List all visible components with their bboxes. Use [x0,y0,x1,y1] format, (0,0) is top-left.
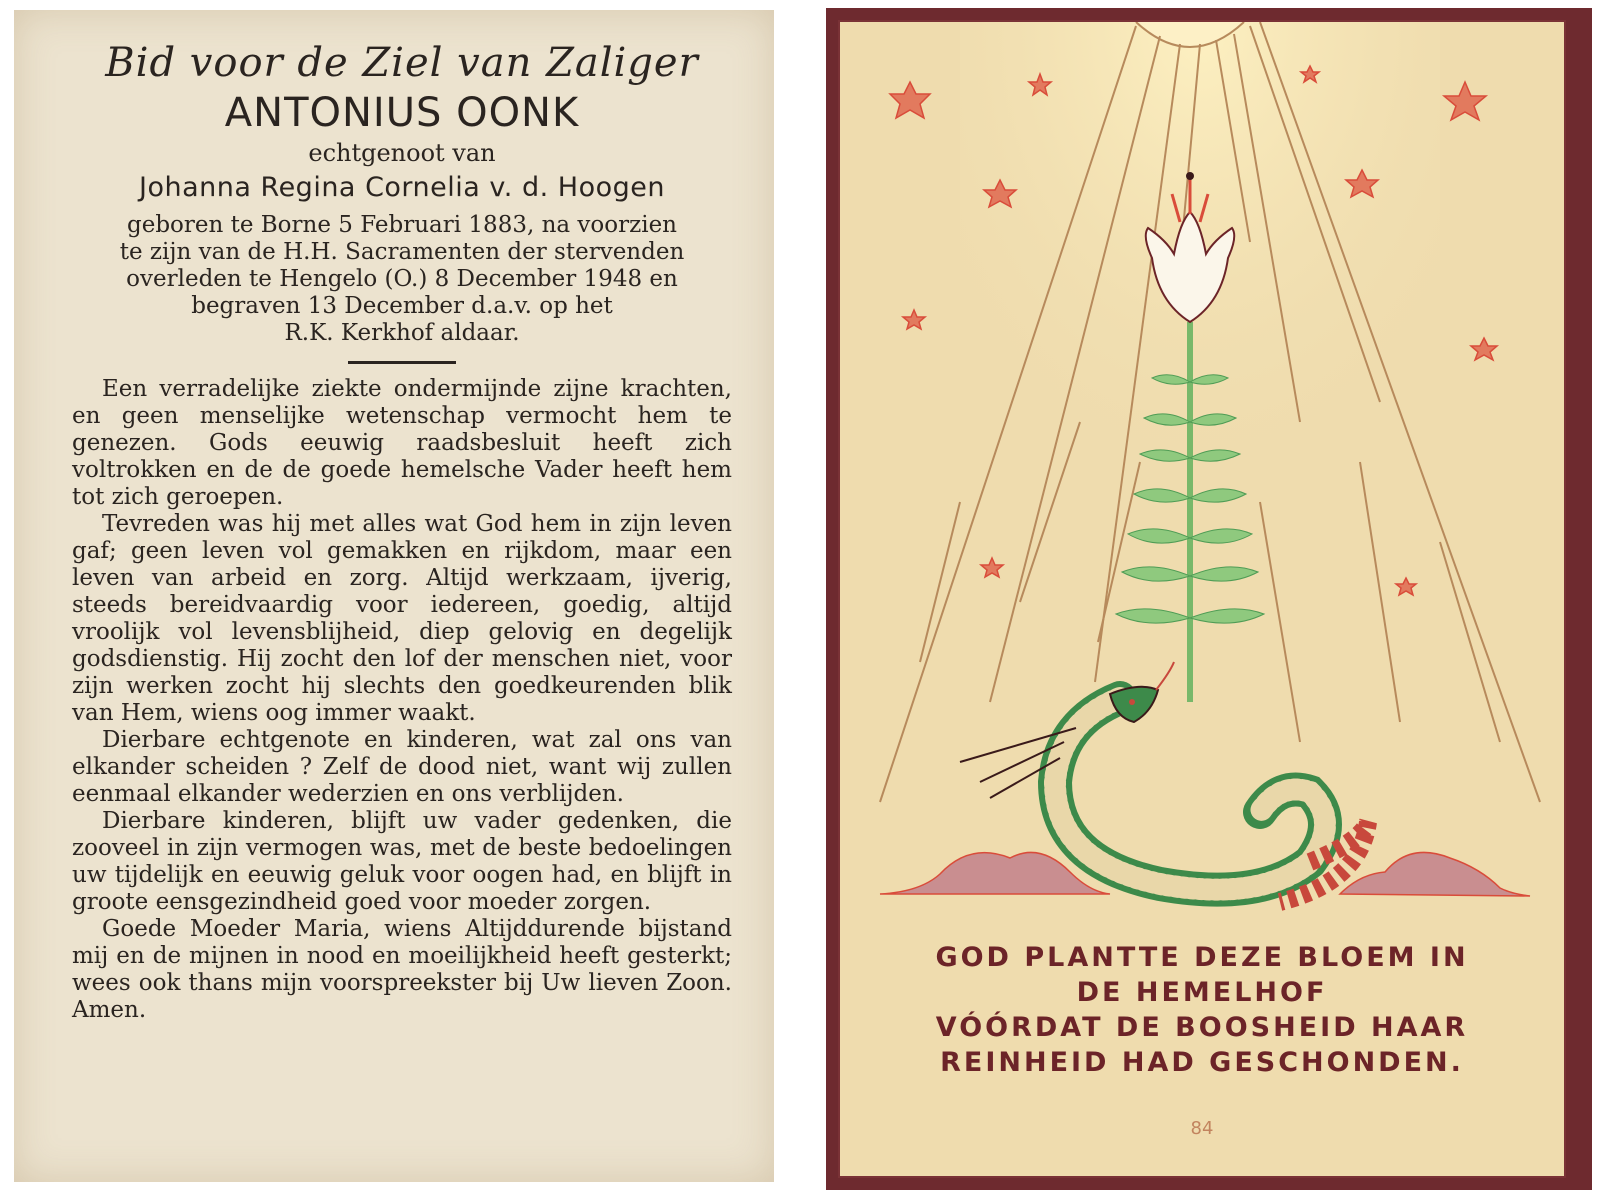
life-details [72,212,732,347]
star-icon [890,82,930,118]
card-number: 84 [1190,1118,1214,1139]
life-details-line: overleden te Hengelo (O.) 8 December 1948 en [126,266,678,292]
illustration-panel [838,20,1566,1178]
cloud-icon [1340,852,1530,896]
paragraph: Tevreden was hij met alles wat God hem in zijn leven gaf; geen leven vol gemakken en rijkdom, maar een leven van arbeid en zorg. Altijd werkzaam, ijverig, steeds bereidvaardig voor iedereen, goedig, altijd vroolijk vol levensblijheid, diep gelovig en degelijk godsdienstig. Hij zocht den lof der menschen niet, voor zijn werken zocht hij slechts den goedkeurenden blik van Hem, wiens oog immer waakt. [72,511,732,726]
paragraph: Dierbare echtgenote en kinderen, wat zal ons van elkander scheiden ? Zelf de dood niet, want wij zullen eenmaal elkander wederzien en ons verblijden. [72,727,732,807]
caption-line: REINHEID HAD GESCHONDEN. [940,1047,1464,1078]
life-details-line: R.K. Kerkhof aldaar. [284,320,520,346]
caption-line: DE HEMELHOF [1076,977,1328,1008]
star-icon [1471,338,1497,360]
star-icon [903,310,925,329]
memorial-card-image-side [826,8,1592,1190]
caption [840,940,1564,1080]
paragraph: Dierbare kinderen, blijft uw vader gedenken, die zooveel in zijn vermogen was, met de beste bedoelingen uw tijdelijk en eeuwig geluk voor oogen had, en blijft in groote eensgezindheid goed voor moeder zorgen. [72,808,732,915]
life-details-line: te zijn van de H.H. Sacramenten der stervenden [119,239,685,265]
card-text-block [72,38,732,1024]
life-details-line: geboren te Borne 5 Februari 1883, na voorzien [126,212,677,238]
life-details-line: begraven 13 December d.a.v. op het [191,293,613,319]
deceased-name: ANTONIUS OONK [224,90,580,136]
paragraph: Een verradelijke ziekte ondermijnde zijne krachten, en geen menselijke wetenschap vermocht hem te genezen. Gods eeuwig raadsbesluit heeft zich voltrokken en de de goede hemelsche Vader heeft hem tot zich geroepen. [72,376,732,510]
caption-line: GOD PLANTTE DEZE BLOEM IN [935,942,1469,973]
spouse-name: Johanna Regina Cornelia v. d. Hoogen [139,172,665,203]
divider-rule [348,361,456,364]
prayer-heading: Bid voor de Ziel van Zaliger [105,40,699,86]
spouse-intro: echtgenoot van [308,139,496,167]
paragraph: Goede Moeder Maria, wiens Altijddurende bijstand mij en de mijnen in nood en moeilijkheid heeft gesterkt; wees ook thans mijn voorspreekster bij Uw lieven Zoon. Amen. [72,916,732,1023]
star-icon [1444,82,1486,120]
memorial-card-text-side [14,10,774,1182]
caption-line: VÓÓRDAT DE BOOSHEID HAAR [935,1012,1469,1043]
